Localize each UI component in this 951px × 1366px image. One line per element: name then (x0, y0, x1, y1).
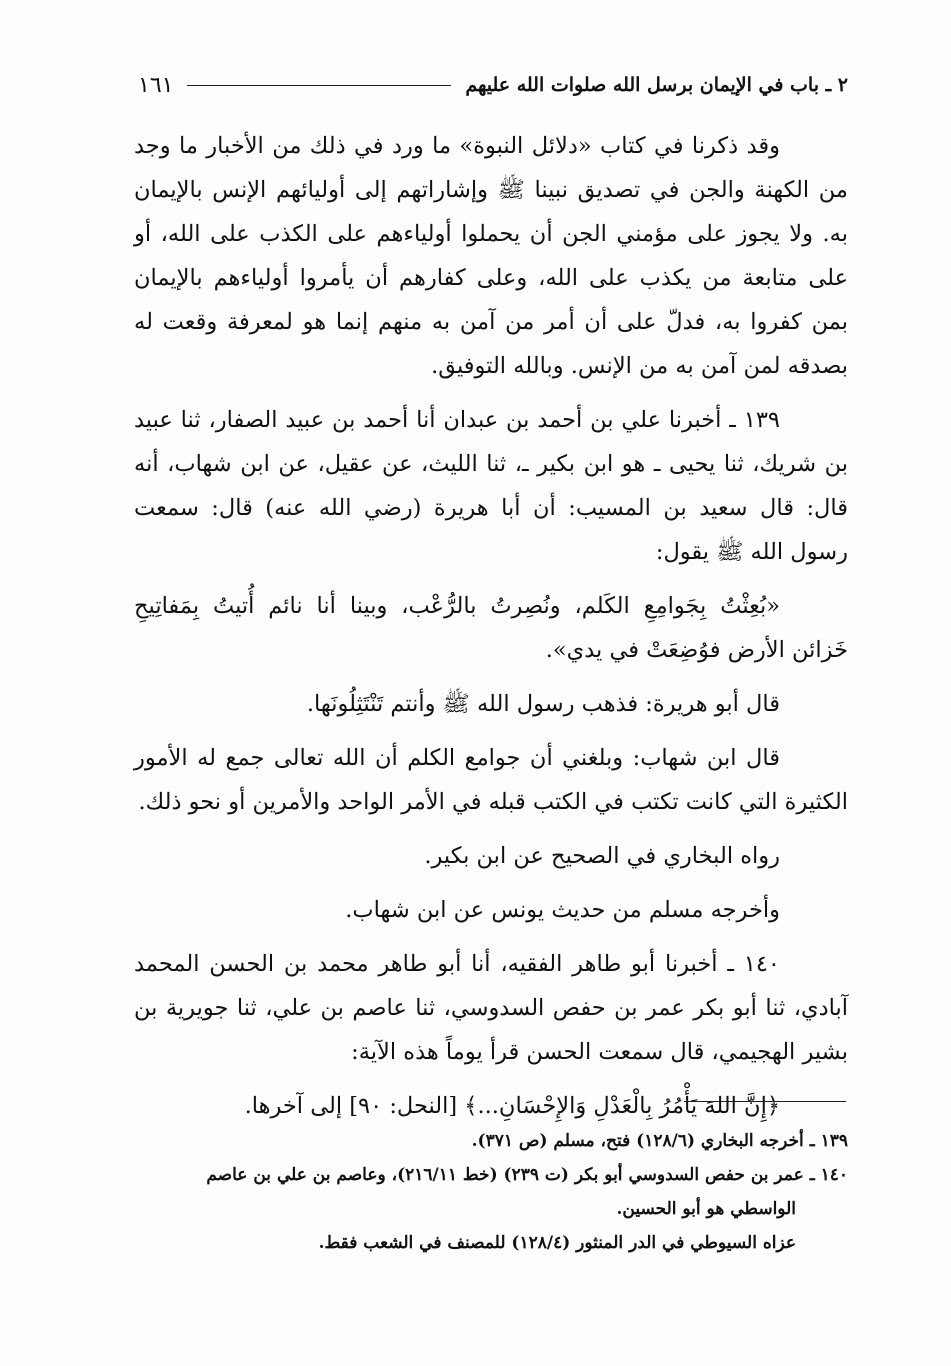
chapter-title: ٢ ـ باب في الإيمان برسل الله صلوات الله عليهم (465, 74, 848, 96)
hadith-140-isnad: ١٤٠ ـ أخبرنا أبو طاهر الفقيه، أنا أبو طاهر محمد بن الحسن المحمد آبادي، ثنا أبو بكر عمر بن حفص السدوسي، ثنا عاصم بن علي، ثنا جويرية بن بشير الهجيمي، قال سمعت الحسن قرأ يوماً هذه الآية: (134, 951, 848, 1065)
main-text (134, 124, 848, 1128)
paragraph-intro: وقد ذكرنا في كتاب «دلائل النبوة» ما ورد في ذلك من الأخبار ما وجد من الكهنة والجن في تصديق نبينا ﷺ وإشاراتهم إلى أوليائهم الإنس بالإيمان به. ولا يجوز على مؤمني الجن أن يحملوا أولياءهم على الكذب على الله، أو على متابعة من يكذب على الله، وعلى كفارهم أن يأمروا أولياءهم بالإيمان بمن كفروا به، فدلّ على أن أمر من آمن به منهم إنما هو لمعرفة وقعت له بصدقه لمن آمن به من الإنس. وبالله التوفيق. (134, 133, 848, 379)
muslim-note: وأخرجه مسلم من حديث يونس عن ابن شهاب. (345, 897, 780, 923)
abu-hurayra-comment: قال أبو هريرة: فذهب رسول الله ﷺ وأنتم تَنْتَثِلُونَها. (306, 691, 780, 717)
page-number: ١٦١ (138, 72, 174, 98)
footnote-140: ١٤٠ ـ عمر بن حفص السدوسي أبو بكر (ت ٢٣٩) (خط ٢١٦/١١)، وعاصم بن علي بن عاصم (206, 1165, 848, 1185)
quran-verse: ﴿إِنَّ اللهَ يَأْمُرُ بِالْعَدْلِ وَالإِحْسَانِ...﴾ [النحل: ٩٠] إلى آخرها. (244, 1093, 780, 1119)
footnote-140-suyuti: عزاه السيوطي في الدر المنثور (١٢٨/٤) للمصنف في الشعب فقط. (318, 1233, 796, 1253)
footnote-separator (684, 1101, 846, 1102)
footnotes (140, 1124, 848, 1260)
hadith-139-isnad: ١٣٩ ـ أخبرنا علي بن أحمد بن عبدان أنا أحمد بن عبيد الصفار، ثنا عبيد بن شريك، ثنا يحيى ـ هو ابن بكير ـ، ثنا الليث، عن عقيل، عن ابن شهاب، أنه قال: قال سعيد بن المسيب: أن أبا هريرة (رضي الله عنه) قال: سمعت رسول الله ﷺ يقول: (134, 407, 848, 565)
footnote-140-continued: الواسطي هو أبو الحسين. (616, 1199, 796, 1219)
bukhari-note: رواه البخاري في الصحيح عن ابن بكير. (424, 843, 780, 869)
header-rule (187, 85, 451, 86)
hadith-139-matn: «بُعِثْتُ بِجَوامِعِ الكَلم، ونُصِرتُ بالرُّعْب، وبينا أنا نائم أُتيتُ بِمَفاتِيحِ خَزائن الأرض فوُضِعَتْ في يدي». (134, 593, 848, 663)
footnote-139: ١٣٩ ـ أخرجه البخاري (١٢٨/٦) فتح، مسلم (ص ٣٧١). (471, 1131, 848, 1151)
running-header (138, 70, 848, 100)
ibn-shihab-comment: قال ابن شهاب: وبلغني أن جوامع الكلم أن الله تعالى جمع له الأمور الكثيرة التي كانت تكتب في الكتب قبله في الأمر الواحد والأمرين أو نحو ذلك. (134, 745, 848, 815)
